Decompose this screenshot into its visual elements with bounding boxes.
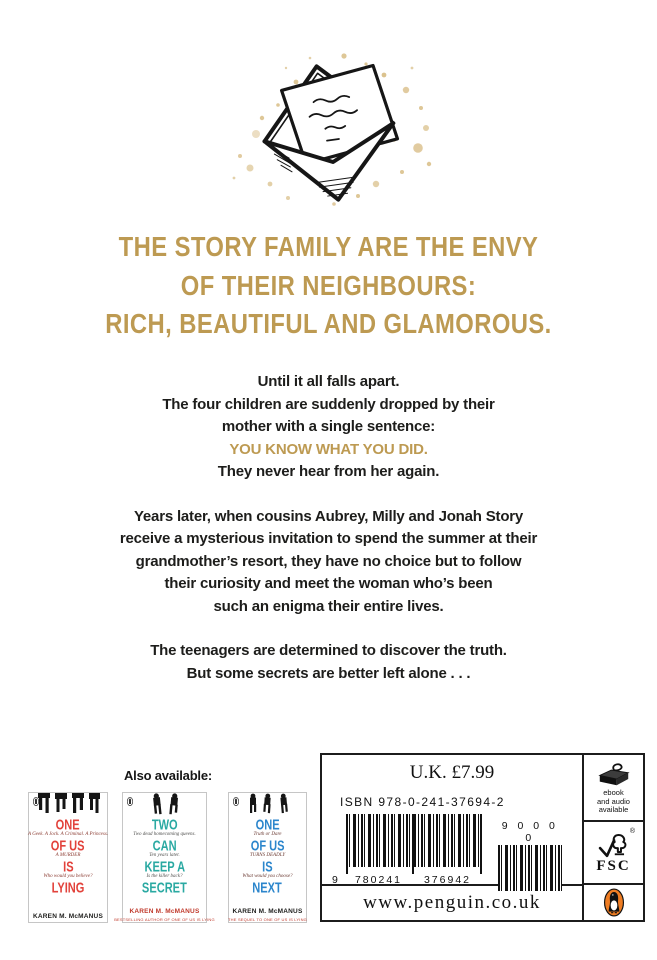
badge-column <box>584 755 643 920</box>
gold-quote-line: YOU KNOW WHAT YOU DID. <box>229 440 428 458</box>
blurb-line: Years later, when cousins Aubrey, Milly and Jonah Story <box>133 507 524 525</box>
cover-title-line: OF US <box>250 837 285 854</box>
blurb-paragraph-1 <box>0 371 657 484</box>
ebook-label-line: and audio <box>597 796 630 806</box>
cover-tagline: TURNS DEADLY <box>249 853 286 858</box>
cover-title-line: IS <box>62 858 74 875</box>
addon-digits: 9 0 0 0 0 <box>501 820 559 844</box>
cover-title-line: IS <box>262 858 273 875</box>
fsc-label: FSC <box>596 857 631 874</box>
barcode-digit-group: 9 <box>332 874 338 886</box>
cover-author: KAREN M. McMANUS <box>232 908 303 915</box>
ebook-badge <box>584 755 643 822</box>
blurb-line: The four children are suddenly dropped by their <box>162 395 495 413</box>
mini-cover-two-can-keep-a-secret <box>114 792 215 923</box>
penguin-roundel-icon <box>233 797 239 806</box>
penguin-badge <box>584 885 643 920</box>
cover-tagline: Ten years later. <box>149 853 180 858</box>
cover-tagline: What would you choose? <box>242 874 293 879</box>
blurb-line: The teenagers are determined to discover the truth. <box>150 642 507 659</box>
barcode-stripes <box>498 845 562 891</box>
blurb-line: mother with a single sentence: <box>221 418 436 435</box>
cover-footnote: THE SEQUEL TO ONE OF US IS LYING <box>228 917 307 922</box>
cover-tagline: Truth or Dare <box>253 832 282 837</box>
cover-title-line: ONE <box>255 816 280 833</box>
cover-title-line: LYING <box>51 879 85 896</box>
ean-barcode <box>332 814 482 886</box>
barcode-area <box>322 811 582 884</box>
barcode-digits <box>332 865 482 886</box>
cover-footnote: BESTSELLING AUTHOR OF ONE OF US IS LYING <box>114 917 215 922</box>
barcode-digit-group: 376942 <box>423 874 472 886</box>
price-label: U.K. £7.99 <box>409 762 495 783</box>
headline <box>0 228 657 344</box>
blurb-line: Until it all falls apart. <box>257 373 400 390</box>
barcode-stripes <box>346 814 482 867</box>
mini-cover-one-of-us-is-lying <box>28 792 108 923</box>
penguin-roundel-icon <box>33 797 39 806</box>
cover-title-line: TWO <box>151 816 178 833</box>
headline-line: THE STORY FAMILY ARE THE ENVY <box>118 231 539 262</box>
penguin-logo-icon <box>603 888 625 917</box>
cover-title-line: OF US <box>51 837 85 854</box>
cover-title-line: CAN <box>152 837 177 854</box>
blurb-line: But some secrets are better left alone . . . <box>186 664 471 682</box>
ebook-icon <box>596 763 632 787</box>
mini-cover-one-of-us-is-next <box>228 792 307 923</box>
also-available-label: Also available: <box>123 768 213 783</box>
penguin-roundel-icon <box>127 797 133 806</box>
cover-title-line: KEEP A <box>144 858 185 875</box>
cover-author: KAREN M. McMANUS <box>32 913 103 920</box>
cover-tagline: Is the killer back? <box>146 874 183 879</box>
blurb-line: their curiosity and meet the woman who’s been <box>164 575 493 592</box>
website-label: www.penguin.co.uk <box>322 884 582 920</box>
ebook-label-line: available <box>598 805 629 815</box>
blurb <box>0 371 657 685</box>
cover-tagline: Who would you believe? <box>43 874 93 879</box>
barcode-panel-left <box>322 755 584 920</box>
isbn-label: ISBN 978-0-241-37694-2 <box>340 795 505 809</box>
cover-tagline: Two dead homecoming queens. <box>133 832 196 837</box>
figure-silhouettes-icon <box>233 793 303 817</box>
blurb-line: grandmother’s resort, they have no choice but to follow <box>135 552 522 570</box>
cover-tagline: A Geek. A Jock. A Criminal. A Princess. <box>27 832 109 837</box>
ebook-label <box>597 789 630 815</box>
headline-line: OF THEIR NEIGHBOURS: <box>180 269 477 301</box>
fsc-tree-icon <box>597 831 631 859</box>
blurb-paragraph-3 <box>0 640 657 685</box>
addon-barcode <box>498 820 562 891</box>
fsc-badge <box>584 822 643 885</box>
cover-author: KAREN M. McMANUS <box>129 908 200 915</box>
barcode-digit-group: 780241 <box>354 874 403 886</box>
blurb-line: They never hear from her again. <box>217 463 440 480</box>
cover-title-line: NEXT <box>252 879 283 896</box>
blurb-paragraph-2 <box>0 506 657 619</box>
figure-silhouettes-icon <box>130 793 200 817</box>
figure-silhouettes-icon <box>33 793 103 817</box>
headline-line: RICH, BEAUTIFUL AND GLAMOROUS. <box>105 308 552 339</box>
envelope-illustration <box>226 48 436 212</box>
cover-title-line: ONE <box>55 816 80 833</box>
cover-tagline: A MURDER <box>55 853 81 858</box>
blurb-line: such an enigma their entire lives. <box>213 597 444 615</box>
ebook-label-line: ebook <box>603 788 624 798</box>
blurb-line: receive a mysterious invitation to spend the summer at their <box>119 530 538 547</box>
barcode-panel <box>320 753 645 922</box>
registered-mark: ® <box>629 828 635 835</box>
cover-title-line: SECRET <box>142 879 187 896</box>
